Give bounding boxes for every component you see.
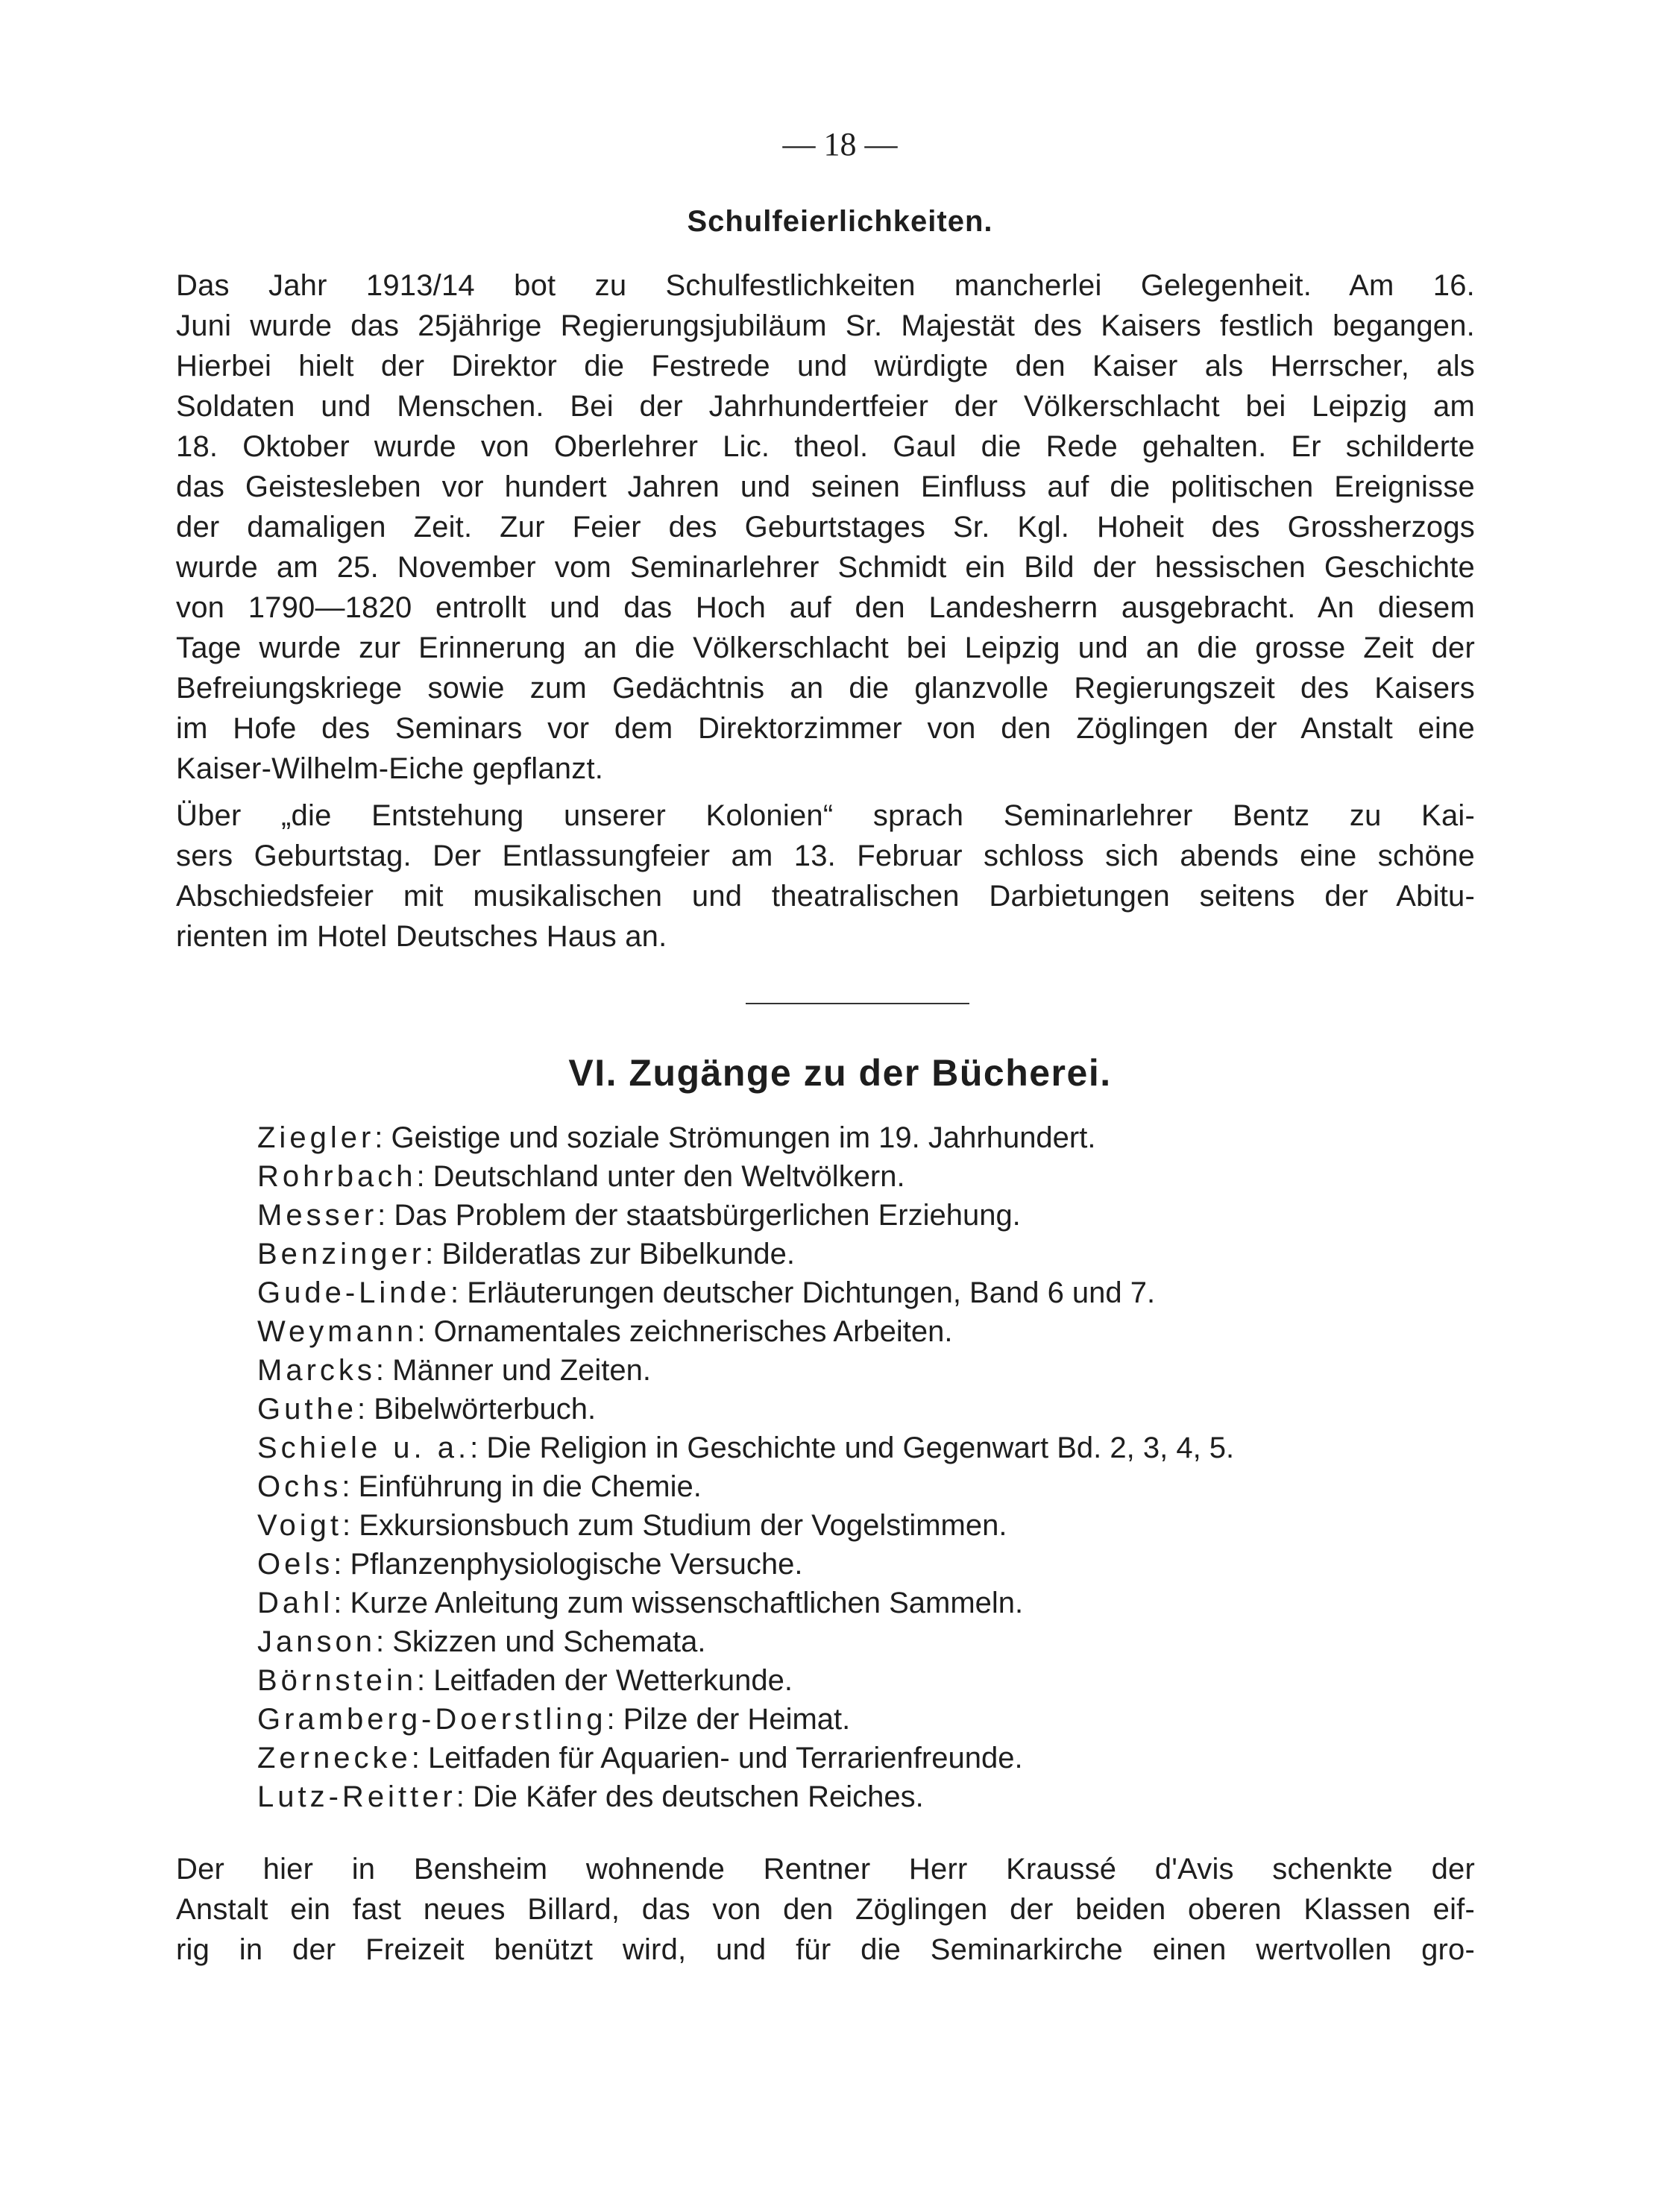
book-title: : Exkursionsbuch zum Studium der Vogelstimmen. [342, 1509, 1007, 1542]
paragraph-line: rienten im Hotel Deutsches Haus an. [176, 920, 667, 953]
paragraph-line: 18. Oktober wurde von Oberlehrer Lic. theol. Gaul die Rede gehalten. Er schilderte [176, 430, 1475, 463]
book-author: Voigt [257, 1509, 342, 1542]
paragraph-line: wurde am 25. November vom Seminarlehrer Schmidt ein Bild der hessischen Geschichte [176, 551, 1475, 584]
book-title: : Leitfaden der Wetterkunde. [416, 1664, 793, 1697]
paragraph-line: Befreiungskriege sowie zum Gedächtnis an die glanzvolle Regierungszeit des Kaisers [176, 672, 1475, 705]
book-list-item [257, 1196, 1021, 1235]
book-title: : Geistige und soziale Strömungen im 19. Jahrhundert. [374, 1121, 1096, 1154]
book-list-item [257, 1467, 702, 1506]
paragraph-line: Juni wurde das 25jährige Regierungsjubiläum Sr. Majestät des Kaisers festlich begangen. [176, 309, 1475, 342]
book-title: : Deutschland unter den Weltvölkern. [416, 1160, 905, 1193]
book-author: Lutz-Reitter [257, 1780, 456, 1813]
book-list-item [257, 1273, 1155, 1312]
book-list-item [257, 1312, 953, 1351]
book-list-item [257, 1661, 793, 1700]
book-author: Gramberg-Doerstling [257, 1703, 607, 1736]
page-number: — 18 — [782, 126, 898, 163]
book-author: Guthe [257, 1393, 357, 1426]
book-title: : Pilze der Heimat. [606, 1703, 851, 1736]
book-list-item [257, 1584, 1023, 1622]
book-author: Börnstein [257, 1664, 417, 1697]
book-author: Weymann [257, 1315, 418, 1348]
paragraph-line: Anstalt ein fast neues Billard, das von den Zöglingen der beiden oberen Klassen eif- [176, 1893, 1475, 1926]
paragraph-line: das Geistesleben vor hundert Jahren und seinen Einfluss auf die politischen Ereignisse [176, 470, 1475, 503]
book-title: : Erläuterungen deutscher Dichtungen, Band 6 und 7. [450, 1276, 1156, 1309]
book-title: : Einführung in die Chemie. [342, 1470, 702, 1503]
book-list-item [257, 1777, 924, 1816]
paragraph-line: Soldaten und Menschen. Bei der Jahrhundertfeier der Völkerschlacht bei Leipzig am [176, 390, 1475, 423]
book-list-item [257, 1235, 795, 1273]
book-list-item [257, 1622, 705, 1661]
book-author: Oels [257, 1548, 334, 1581]
paragraph-line: der damaligen Zeit. Zur Feier des Geburtstages Sr. Kgl. Hoheit des Grossherzogs [176, 511, 1475, 544]
book-author: Janson [257, 1625, 376, 1658]
paragraph-line: Abschiedsfeier mit musikalischen und theatralischen Darbietungen seitens der Abitu- [176, 880, 1475, 913]
book-list-item [257, 1739, 1023, 1777]
paragraph-line: Über „die Entstehung unserer Kolonien“ sprach Seminarlehrer Bentz zu Kai- [176, 799, 1475, 832]
paragraph-line: rig in der Freizeit benützt wird, und für die Seminarkirche einen wertvollen gro- [176, 1933, 1475, 1966]
book-list-item [257, 1351, 651, 1390]
book-title: : Kurze Anleitung zum wissenschaftlichen Sammeln. [333, 1587, 1024, 1619]
book-title: : Bilderatlas zur Bibelkunde. [425, 1238, 795, 1270]
book-author: Benzinger [257, 1238, 426, 1270]
book-author: Ziegler [257, 1121, 375, 1154]
paragraph-line: Das Jahr 1913/14 bot zu Schulfestlichkeiten mancherlei Gelegenheit. Am 16. [176, 269, 1475, 302]
book-author: Zernecke [257, 1742, 412, 1774]
book-title: : Bibelwörterbuch. [356, 1393, 597, 1426]
paragraph-line: Der hier in Bensheim wohnende Rentner Herr Kraussé d'Avis schenkte der [176, 1853, 1475, 1886]
book-title: : Die Käfer des deutschen Reiches. [456, 1780, 924, 1813]
book-title: : Ornamentales zeichnerisches Arbeiten. [417, 1315, 953, 1348]
book-author: Schiele u. a. [257, 1432, 471, 1464]
book-title: : Skizzen und Schemata. [375, 1625, 706, 1658]
chapter-heading: VI. Zugänge zu der Bücherei. [568, 1052, 1112, 1094]
book-list-item [257, 1700, 850, 1739]
book-title: : Die Religion in Geschichte und Gegenwart Bd. 2, 3, 4, 5. [470, 1432, 1235, 1464]
book-title: : Pflanzenphysiologische Versuche. [333, 1548, 803, 1581]
paragraph-line: sers Geburtstag. Der Entlassungfeier am 13. Februar schloss sich abends eine schöne [176, 840, 1475, 872]
book-author: Ochs [257, 1470, 342, 1503]
paragraph-line: Kaiser-Wilhelm-Eiche gepflanzt. [176, 752, 604, 785]
paragraph-line: im Hofe des Seminars vor dem Direktorzimmer von den Zöglingen der Anstalt eine [176, 712, 1475, 745]
paragraph-line: von 1790—1820 entrollt und das Hoch auf den Landesherrn ausgebracht. An diesem [176, 591, 1475, 624]
paragraph-line: Hierbei hielt der Direktor die Festrede und würdigte den Kaiser als Herrscher, als [176, 350, 1475, 382]
section-divider [746, 1003, 969, 1004]
book-title: : Männer und Zeiten. [375, 1354, 651, 1387]
section-heading: Schulfeierlichkeiten. [687, 205, 993, 238]
book-list-item [257, 1429, 1234, 1467]
book-author: Dahl [257, 1587, 334, 1619]
book-author: Messer [257, 1199, 378, 1232]
book-list-item [257, 1390, 596, 1429]
book-list-item [257, 1157, 905, 1196]
book-title: : Das Problem der staatsbürgerlichen Erziehung. [377, 1199, 1021, 1232]
book-author: Gude-Linde [257, 1276, 451, 1309]
paragraph-line: Tage wurde zur Erinnerung an die Völkerschlacht bei Leipzig und an die grosse Zeit der [176, 632, 1475, 664]
book-list-item [257, 1118, 1095, 1157]
book-list-item [257, 1545, 803, 1584]
book-title: : Leitfaden für Aquarien- und Terrarienfreunde. [411, 1742, 1023, 1774]
book-list-item [257, 1506, 1007, 1545]
book-author: Rohrbach [257, 1160, 417, 1193]
book-author: Marcks [257, 1354, 376, 1387]
